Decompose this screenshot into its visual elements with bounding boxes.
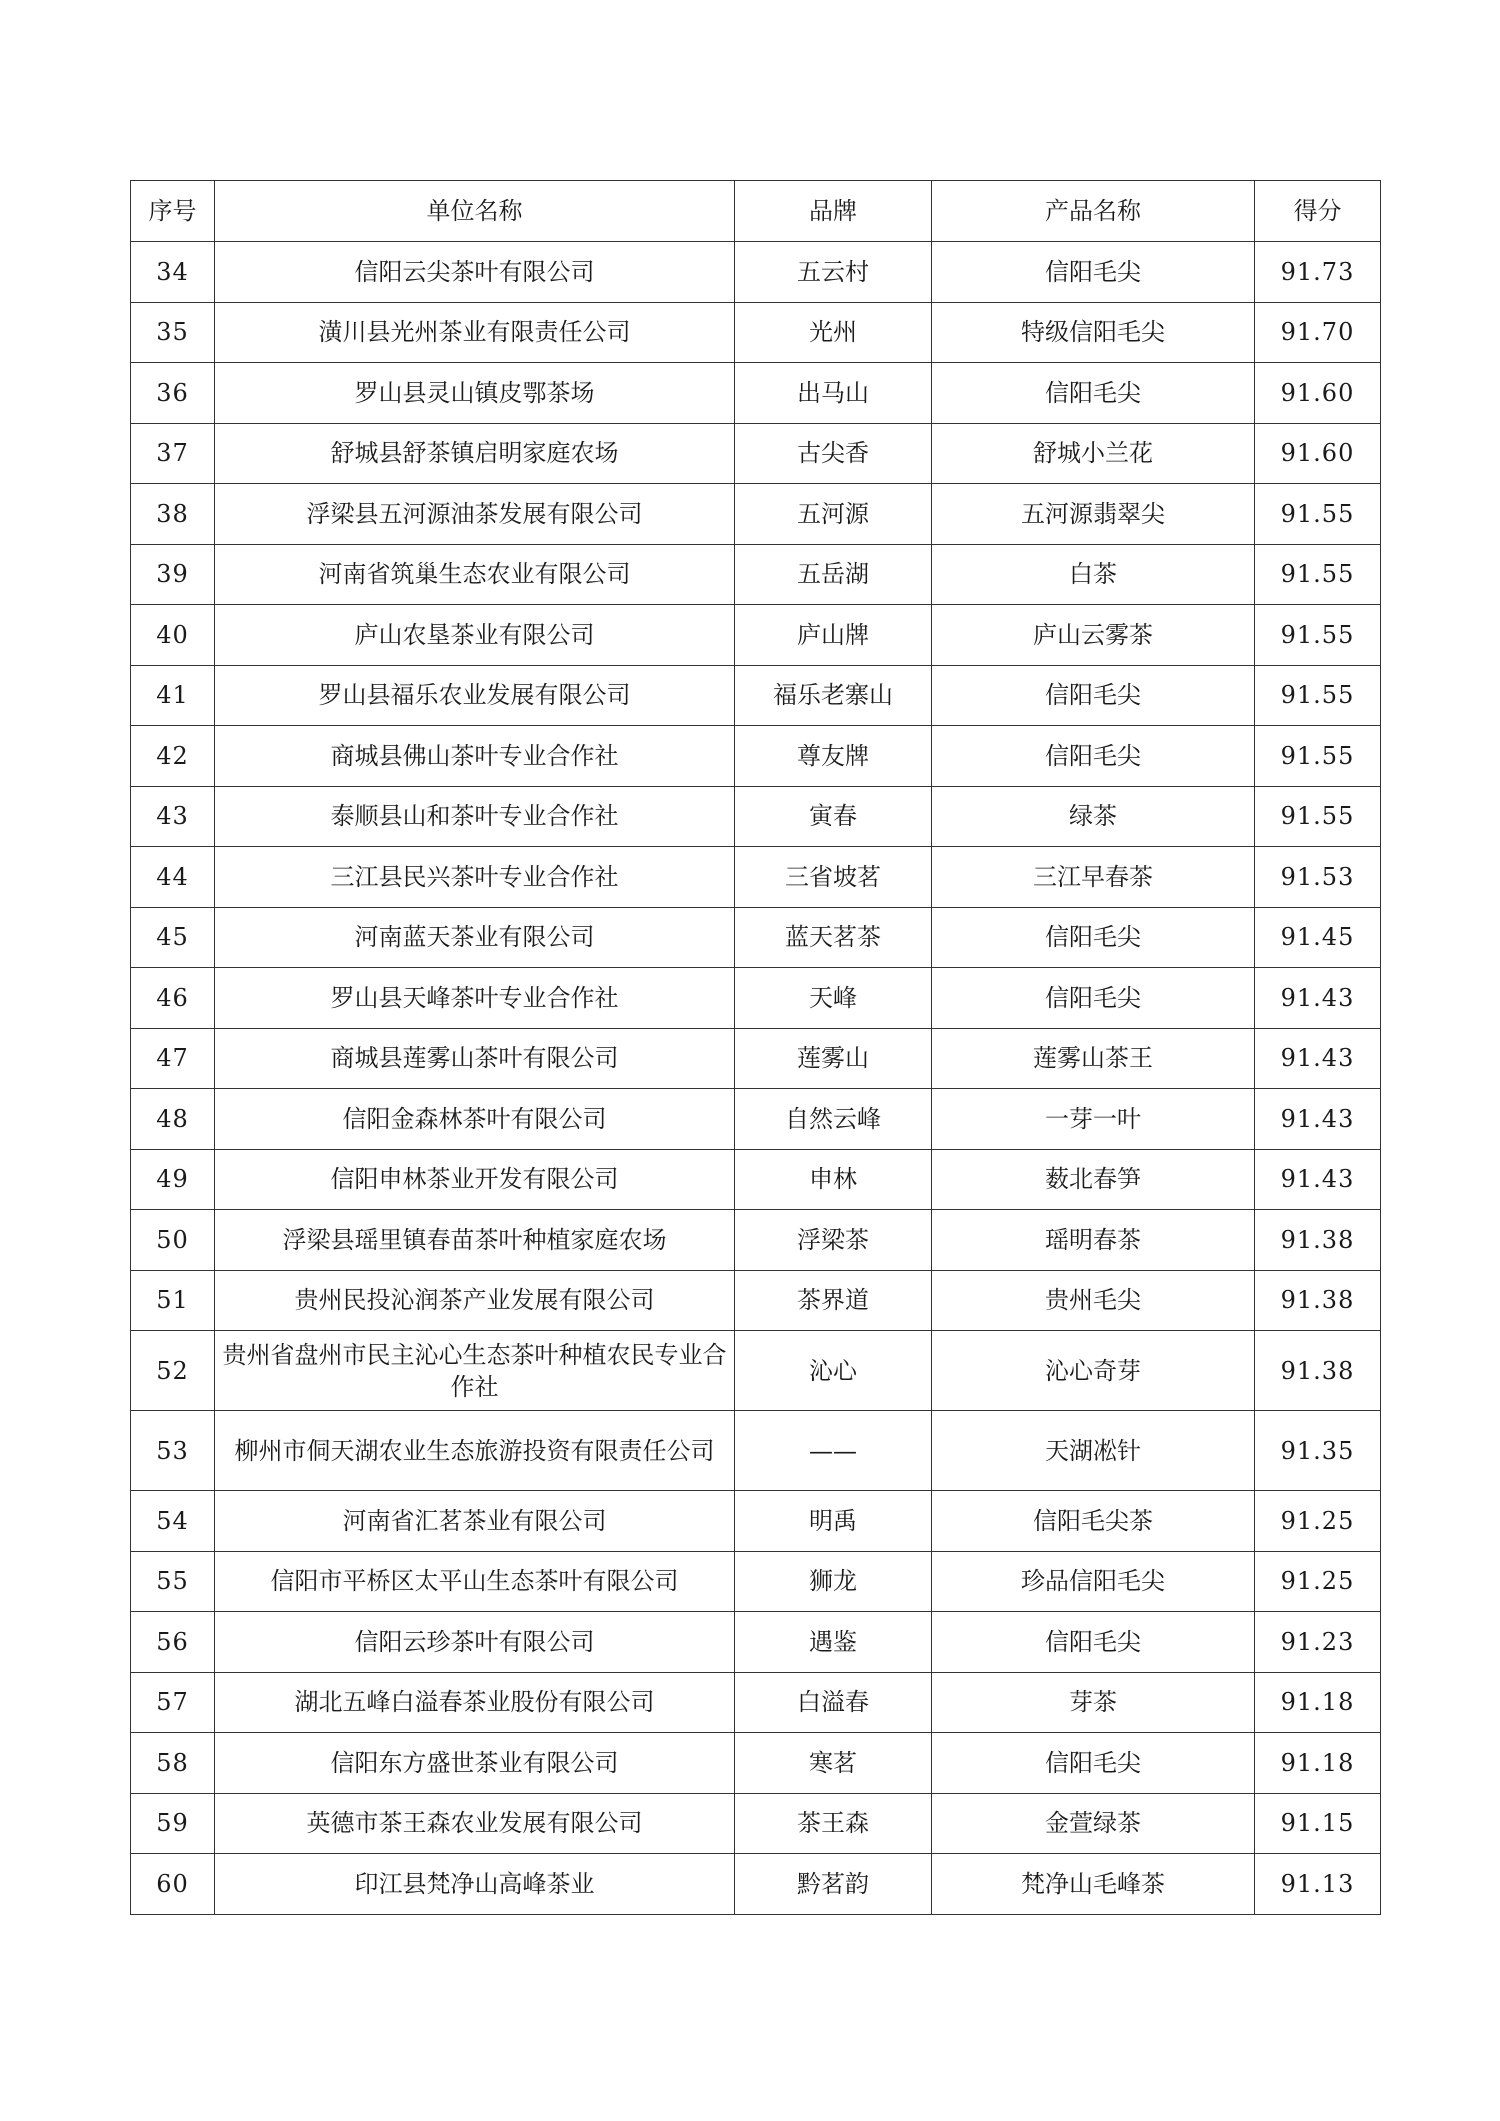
cell-no: 45 <box>131 907 215 968</box>
cell-brand: 浮梁茶 <box>735 1210 932 1271</box>
table-row <box>131 786 1381 847</box>
cell-product: 梵净山毛峰茶 <box>932 1854 1255 1915</box>
cell-unit: 贵州民投沁润茶产业发展有限公司 <box>215 1270 735 1331</box>
cell-no: 54 <box>131 1491 215 1552</box>
cell-brand: 明禹 <box>735 1491 932 1552</box>
table-row <box>131 1551 1381 1612</box>
table-row <box>131 1793 1381 1854</box>
header-product: 产品名称 <box>932 181 1255 242</box>
table-row <box>131 484 1381 545</box>
table-row <box>131 1854 1381 1915</box>
cell-brand: 出马山 <box>735 363 932 424</box>
cell-brand: 沁心 <box>735 1331 932 1411</box>
cell-product: 信阳毛尖 <box>932 665 1255 726</box>
cell-unit: 三江县民兴茶叶专业合作社 <box>215 847 735 908</box>
table-row <box>131 423 1381 484</box>
cell-no: 40 <box>131 605 215 666</box>
table-row <box>131 1612 1381 1673</box>
cell-product: 三江早春茶 <box>932 847 1255 908</box>
table-row <box>131 302 1381 363</box>
cell-brand: 五岳湖 <box>735 544 932 605</box>
cell-unit: 信阳金森林茶叶有限公司 <box>215 1089 735 1150</box>
cell-score: 91.38 <box>1255 1210 1381 1271</box>
cell-unit: 信阳云尖茶叶有限公司 <box>215 242 735 303</box>
cell-no: 47 <box>131 1028 215 1089</box>
cell-no: 46 <box>131 968 215 1029</box>
table-row <box>131 1149 1381 1210</box>
cell-no: 56 <box>131 1612 215 1673</box>
cell-product: 特级信阳毛尖 <box>932 302 1255 363</box>
cell-brand: 白溢春 <box>735 1672 932 1733</box>
cell-brand: 三省坡茗 <box>735 847 932 908</box>
cell-product: 五河源翡翠尖 <box>932 484 1255 545</box>
cell-score: 91.25 <box>1255 1491 1381 1552</box>
table-row <box>131 1733 1381 1794</box>
cell-score: 91.55 <box>1255 786 1381 847</box>
cell-product: 天湖凇针 <box>932 1411 1255 1491</box>
cell-unit: 信阳市平桥区太平山生态茶叶有限公司 <box>215 1551 735 1612</box>
cell-brand: 狮龙 <box>735 1551 932 1612</box>
cell-unit: 泰顺县山和茶叶专业合作社 <box>215 786 735 847</box>
cell-score: 91.18 <box>1255 1733 1381 1794</box>
cell-brand: 自然云峰 <box>735 1089 932 1150</box>
cell-score: 91.45 <box>1255 907 1381 968</box>
cell-no: 38 <box>131 484 215 545</box>
cell-product: 瑶明春茶 <box>932 1210 1255 1271</box>
cell-score: 91.73 <box>1255 242 1381 303</box>
cell-no: 42 <box>131 726 215 787</box>
cell-product: 信阳毛尖 <box>932 1733 1255 1794</box>
cell-brand: 寒茗 <box>735 1733 932 1794</box>
cell-product: 信阳毛尖茶 <box>932 1491 1255 1552</box>
header-no: 序号 <box>131 181 215 242</box>
cell-unit: 信阳云珍茶叶有限公司 <box>215 1612 735 1673</box>
cell-score: 91.25 <box>1255 1551 1381 1612</box>
cell-no: 41 <box>131 665 215 726</box>
cell-unit: 商城县莲雾山茶叶有限公司 <box>215 1028 735 1089</box>
cell-product: 信阳毛尖 <box>932 968 1255 1029</box>
cell-score: 91.55 <box>1255 484 1381 545</box>
cell-brand: 寅春 <box>735 786 932 847</box>
cell-no: 53 <box>131 1411 215 1491</box>
cell-unit: 罗山县天峰茶叶专业合作社 <box>215 968 735 1029</box>
cell-no: 43 <box>131 786 215 847</box>
cell-score: 91.35 <box>1255 1411 1381 1491</box>
cell-brand: 莲雾山 <box>735 1028 932 1089</box>
cell-brand: 五云村 <box>735 242 932 303</box>
cell-brand: 古尖香 <box>735 423 932 484</box>
cell-score: 91.38 <box>1255 1270 1381 1331</box>
cell-product: 信阳毛尖 <box>932 1612 1255 1673</box>
table-row <box>131 544 1381 605</box>
cell-brand: 茶王森 <box>735 1793 932 1854</box>
table-row <box>131 605 1381 666</box>
cell-no: 50 <box>131 1210 215 1271</box>
cell-product: 舒城小兰花 <box>932 423 1255 484</box>
cell-brand: 庐山牌 <box>735 605 932 666</box>
cell-brand: 天峰 <box>735 968 932 1029</box>
cell-score: 91.43 <box>1255 1028 1381 1089</box>
cell-product: 信阳毛尖 <box>932 726 1255 787</box>
table-row <box>131 1270 1381 1331</box>
header-brand: 品牌 <box>735 181 932 242</box>
cell-score: 91.23 <box>1255 1612 1381 1673</box>
cell-product: 白茶 <box>932 544 1255 605</box>
cell-score: 91.55 <box>1255 605 1381 666</box>
table-body <box>131 242 1381 1915</box>
cell-unit: 商城县佛山茶叶专业合作社 <box>215 726 735 787</box>
table-row <box>131 1411 1381 1491</box>
cell-product: 信阳毛尖 <box>932 907 1255 968</box>
cell-unit: 贵州省盘州市民主沁心生态茶叶种植农民专业合作社 <box>215 1331 735 1411</box>
cell-score: 91.38 <box>1255 1331 1381 1411</box>
cell-product: 芽茶 <box>932 1672 1255 1733</box>
cell-no: 55 <box>131 1551 215 1612</box>
cell-product: 绿茶 <box>932 786 1255 847</box>
cell-no: 59 <box>131 1793 215 1854</box>
cell-unit: 河南省筑巢生态农业有限公司 <box>215 544 735 605</box>
table-row <box>131 1491 1381 1552</box>
cell-product: 信阳毛尖 <box>932 363 1255 424</box>
cell-no: 51 <box>131 1270 215 1331</box>
cell-score: 91.53 <box>1255 847 1381 908</box>
table-row <box>131 968 1381 1029</box>
cell-unit: 罗山县灵山镇皮鄂茶场 <box>215 363 735 424</box>
cell-unit: 河南蓝天茶业有限公司 <box>215 907 735 968</box>
cell-no: 35 <box>131 302 215 363</box>
cell-score: 91.43 <box>1255 968 1381 1029</box>
cell-score: 91.43 <box>1255 1089 1381 1150</box>
cell-product: 一芽一叶 <box>932 1089 1255 1150</box>
cell-product: 金萱绿茶 <box>932 1793 1255 1854</box>
table-row <box>131 847 1381 908</box>
cell-product: 沁心奇芽 <box>932 1331 1255 1411</box>
cell-unit: 庐山农垦茶业有限公司 <box>215 605 735 666</box>
cell-score: 91.55 <box>1255 544 1381 605</box>
cell-unit: 湖北五峰白溢春茶业股份有限公司 <box>215 1672 735 1733</box>
table-row <box>131 242 1381 303</box>
cell-product: 莲雾山茶王 <box>932 1028 1255 1089</box>
cell-unit: 舒城县舒茶镇启明家庭农场 <box>215 423 735 484</box>
cell-score: 91.18 <box>1255 1672 1381 1733</box>
cell-product: 庐山云雾茶 <box>932 605 1255 666</box>
cell-product: 信阳毛尖 <box>932 242 1255 303</box>
cell-no: 36 <box>131 363 215 424</box>
cell-no: 48 <box>131 1089 215 1150</box>
cell-brand: 尊友牌 <box>735 726 932 787</box>
table-row <box>131 1331 1381 1411</box>
table-row <box>131 363 1381 424</box>
cell-no: 49 <box>131 1149 215 1210</box>
cell-brand: 福乐老寨山 <box>735 665 932 726</box>
cell-score: 91.43 <box>1255 1149 1381 1210</box>
cell-score: 91.60 <box>1255 363 1381 424</box>
table-row <box>131 726 1381 787</box>
cell-unit: 柳州市侗天湖农业生态旅游投资有限责任公司 <box>215 1411 735 1491</box>
cell-unit: 信阳东方盛世茶业有限公司 <box>215 1733 735 1794</box>
cell-score: 91.13 <box>1255 1854 1381 1915</box>
cell-product: 贵州毛尖 <box>932 1270 1255 1331</box>
cell-no: 39 <box>131 544 215 605</box>
cell-no: 37 <box>131 423 215 484</box>
header-unit: 单位名称 <box>215 181 735 242</box>
table-row <box>131 665 1381 726</box>
table-row <box>131 907 1381 968</box>
cell-product: 薮北春笋 <box>932 1149 1255 1210</box>
cell-brand: 申林 <box>735 1149 932 1210</box>
cell-score: 91.60 <box>1255 423 1381 484</box>
cell-unit: 印江县梵净山高峰茶业 <box>215 1854 735 1915</box>
cell-unit: 罗山县福乐农业发展有限公司 <box>215 665 735 726</box>
cell-no: 58 <box>131 1733 215 1794</box>
cell-score: 91.70 <box>1255 302 1381 363</box>
table-row <box>131 1089 1381 1150</box>
cell-no: 52 <box>131 1331 215 1411</box>
cell-unit: 浮梁县瑶里镇春苗茶叶种植家庭农场 <box>215 1210 735 1271</box>
cell-no: 44 <box>131 847 215 908</box>
cell-unit: 潢川县光州茶业有限责任公司 <box>215 302 735 363</box>
cell-product: 珍品信阳毛尖 <box>932 1551 1255 1612</box>
cell-brand: 遇鉴 <box>735 1612 932 1673</box>
cell-score: 91.15 <box>1255 1793 1381 1854</box>
cell-unit: 信阳申林茶业开发有限公司 <box>215 1149 735 1210</box>
cell-brand: 五河源 <box>735 484 932 545</box>
cell-no: 60 <box>131 1854 215 1915</box>
table-row <box>131 1028 1381 1089</box>
cell-score: 91.55 <box>1255 726 1381 787</box>
cell-brand: 蓝天茗茶 <box>735 907 932 968</box>
cell-brand: —— <box>735 1411 932 1491</box>
table-row <box>131 1672 1381 1733</box>
score-table <box>130 180 1381 1915</box>
cell-brand: 光州 <box>735 302 932 363</box>
table-row <box>131 1210 1381 1271</box>
cell-no: 34 <box>131 242 215 303</box>
header-score: 得分 <box>1255 181 1381 242</box>
cell-unit: 浮梁县五河源油茶发展有限公司 <box>215 484 735 545</box>
cell-no: 57 <box>131 1672 215 1733</box>
cell-score: 91.55 <box>1255 665 1381 726</box>
cell-brand: 黔茗韵 <box>735 1854 932 1915</box>
cell-unit: 河南省汇茗茶业有限公司 <box>215 1491 735 1552</box>
table-header-row <box>131 181 1381 242</box>
cell-unit: 英德市茶王森农业发展有限公司 <box>215 1793 735 1854</box>
cell-brand: 茶界道 <box>735 1270 932 1331</box>
